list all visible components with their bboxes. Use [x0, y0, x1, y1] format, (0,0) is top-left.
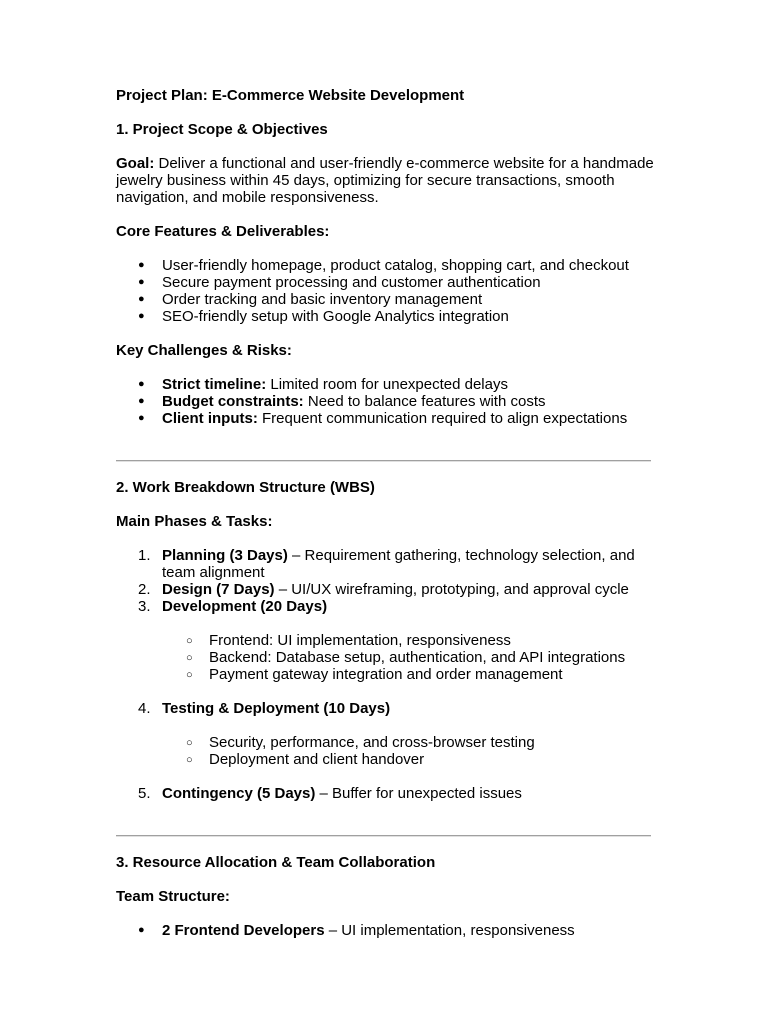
team-list — [116, 922, 661, 939]
list-item: 5. Contingency (5 Days) – Buffer for unexpected issues — [138, 785, 522, 802]
list-item: ● Budget constraints: Need to balance features with costs — [138, 393, 546, 410]
list-item: 1. Planning (3 Days) – Requirement gathering, technology selection, and team alignment — [138, 547, 635, 581]
list-item: ● 2 Frontend Developers – UI implementation, responsiveness — [138, 922, 575, 939]
bullet-icon: ● — [138, 924, 145, 936]
development-tasks-list — [162, 632, 661, 683]
horizontal-rule — [116, 835, 651, 837]
list-item: ○ Payment gateway integration and order management — [186, 666, 563, 683]
list-item: 2. Design (7 Days) – UI/UX wireframing, prototyping, and approval cycle — [138, 581, 629, 598]
list-item: ● Order tracking and basic inventory management — [138, 291, 483, 308]
risks-list — [116, 376, 661, 427]
circle-bullet-icon: ○ — [186, 754, 193, 766]
testing-tasks-list — [162, 734, 661, 768]
risks-heading: Key Challenges & Risks: — [116, 342, 292, 359]
features-heading: Core Features & Deliverables: — [116, 223, 330, 240]
circle-bullet-icon: ○ — [186, 635, 193, 647]
circle-bullet-icon: ○ — [186, 652, 193, 664]
bullet-icon: ● — [138, 378, 145, 390]
section3-heading: 3. Resource Allocation & Team Collaboration — [116, 854, 436, 871]
list-item: ● Strict timeline: Limited room for unexpected delays — [138, 376, 508, 393]
phases-list — [116, 547, 661, 802]
team-heading: Team Structure: — [116, 888, 230, 905]
bullet-icon: ● — [138, 395, 145, 407]
bullet-icon: ● — [138, 259, 145, 271]
goal-text: Deliver a functional and user-friendly e-commerce website for a handmade jewelry business within 45 days, optimizing for secure transactions, smooth navigation, and mobile responsiveness. — [116, 155, 654, 206]
list-item: ● SEO-friendly setup with Google Analytics integration — [138, 308, 509, 325]
phases-heading: Main Phases & Tasks: — [116, 513, 273, 530]
circle-bullet-icon: ○ — [186, 669, 193, 681]
list-item: ○ Backend: Database setup, authentication, and API integrations — [186, 649, 626, 666]
features-list — [116, 257, 661, 325]
circle-bullet-icon: ○ — [186, 737, 193, 749]
bullet-icon: ● — [138, 310, 145, 322]
list-item: 3. Development (20 Days) ○ Frontend: UI implementation, responsiveness ○ Backend: Database setup, authentication, and API integrations ○ Payment gateway integration and order management — [116, 598, 661, 683]
list-item: ● Client inputs: Frequent communication required to align expectations — [138, 410, 628, 427]
list-item: ○ Security, performance, and cross-browser testing — [186, 734, 535, 751]
goal-paragraph — [116, 155, 661, 206]
goal-label: Goal: — [116, 155, 155, 172]
bullet-icon: ● — [138, 412, 145, 424]
list-item: ○ Frontend: UI implementation, responsiveness — [186, 632, 511, 649]
list-item: 4. Testing & Deployment (10 Days) ○ Security, performance, and cross-browser testing ○ Deployment and client handover — [116, 700, 661, 768]
horizontal-rule — [116, 460, 651, 462]
document-title: Project Plan: E-Commerce Website Development — [116, 87, 465, 104]
list-item: ● Secure payment processing and customer authentication — [138, 274, 541, 291]
section1-heading: 1. Project Scope & Objectives — [116, 121, 328, 138]
document-page — [116, 87, 661, 956]
bullet-icon: ● — [138, 276, 145, 288]
bullet-icon: ● — [138, 293, 145, 305]
section2-heading: 2. Work Breakdown Structure (WBS) — [116, 479, 375, 496]
list-item: ● User-friendly homepage, product catalog, shopping cart, and checkout — [138, 257, 629, 274]
list-item: ○ Deployment and client handover — [186, 751, 425, 768]
